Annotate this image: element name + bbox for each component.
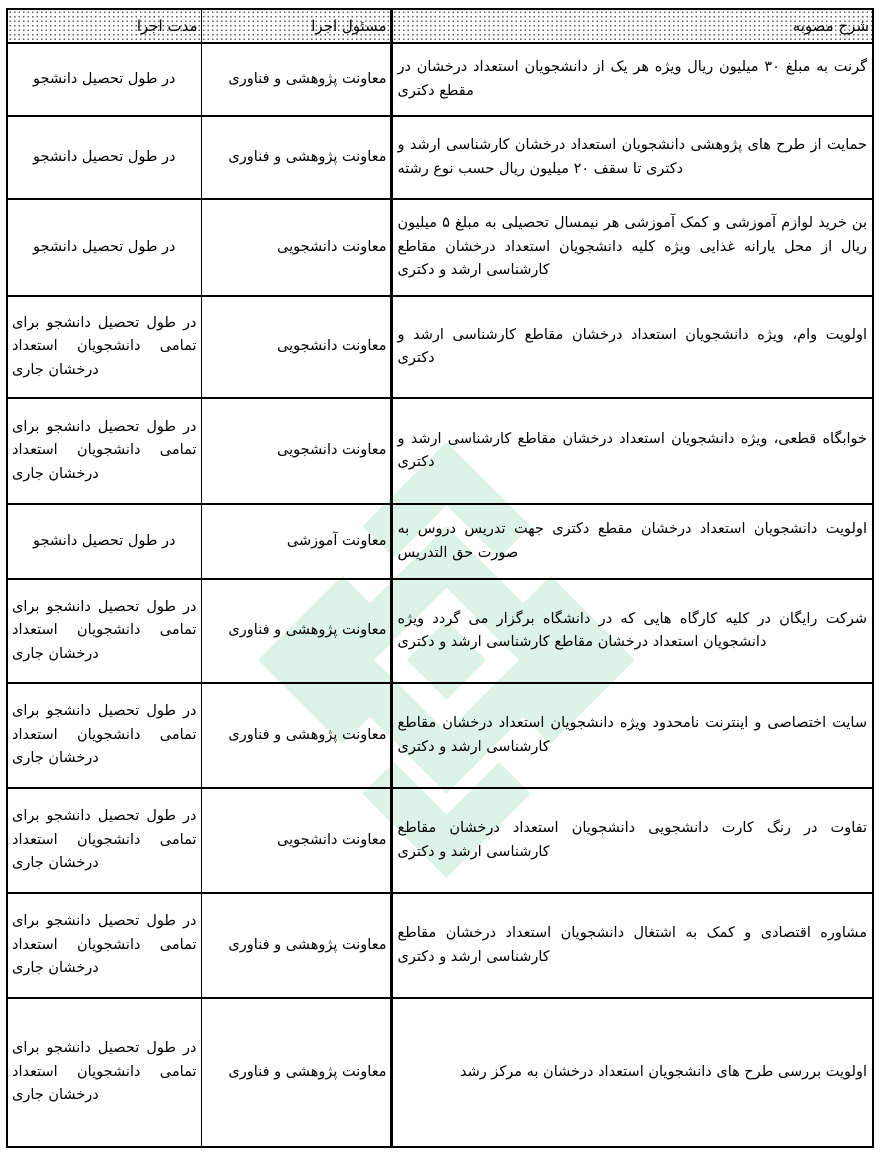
table-row bbox=[7, 296, 873, 398]
cell-executor: معاونت دانشجویی bbox=[201, 398, 391, 504]
table-row bbox=[7, 893, 873, 998]
table-row bbox=[7, 788, 873, 893]
table-row bbox=[7, 504, 873, 579]
cell-duration: در طول تحصیل دانشجو برای تمامی دانشجویان استعداد درخشان جاری bbox=[7, 398, 201, 504]
table-row bbox=[7, 579, 873, 683]
cell-duration: در طول تحصیل دانشجو برای تمامی دانشجویان استعداد درخشان جاری bbox=[7, 683, 201, 788]
cell-executor: معاونت پژوهشی و فناوری bbox=[201, 116, 391, 199]
cell-duration: در طول تحصیل دانشجو برای تمامی دانشجویان استعداد درخشان جاری bbox=[7, 998, 201, 1147]
cell-description: اولویت دانشجویان استعداد درخشان مقطع دکتری جهت تدریس دروس به صورت حق التدریس bbox=[391, 504, 873, 579]
cell-description: تفاوت در رنگ کارت دانشجویی دانشجویان استعداد درخشان مقاطع کارشناسی ارشد و دکتری bbox=[391, 788, 873, 893]
cell-duration: در طول تحصیل دانشجو bbox=[7, 116, 201, 199]
cell-executor: معاونت پژوهشی و فناوری bbox=[201, 893, 391, 998]
table-row bbox=[7, 43, 873, 116]
cell-duration: در طول تحصیل دانشجو برای تمامی دانشجویان استعداد درخشان جاری bbox=[7, 579, 201, 683]
cell-executor: معاونت پژوهشی و فناوری bbox=[201, 998, 391, 1147]
cell-description: مشاوره اقتصادی و کمک به اشتغال دانشجویان استعداد درخشان مقاطع کارشناسی ارشد و دکتری bbox=[391, 893, 873, 998]
cell-executor: معاونت پژوهشی و فناوری bbox=[201, 43, 391, 116]
cell-duration: در طول تحصیل دانشجو برای تمامی دانشجویان استعداد درخشان جاری bbox=[7, 893, 201, 998]
cell-executor: معاونت پژوهشی و فناوری bbox=[201, 683, 391, 788]
cell-description: اولویت وام، ویژه دانشجویان استعداد درخشان مقاطع کارشناسی ارشد و دکتری bbox=[391, 296, 873, 398]
cell-duration: در طول تحصیل دانشجو bbox=[7, 504, 201, 579]
cell-duration: در طول تحصیل دانشجو برای تمامی دانشجویان استعداد درخشان جاری bbox=[7, 296, 201, 398]
cell-duration: در طول تحصیل دانشجو برای تمامی دانشجویان استعداد درخشان جاری bbox=[7, 788, 201, 893]
cell-executor: معاونت پژوهشی و فناوری bbox=[201, 579, 391, 683]
cell-duration: در طول تحصیل دانشجو bbox=[7, 199, 201, 296]
header-row bbox=[7, 9, 873, 43]
header-executor: مسئول اجرا bbox=[201, 9, 391, 43]
header-duration: مدت اجرا bbox=[7, 9, 201, 43]
header-description: شرح مصوبه bbox=[391, 9, 873, 43]
cell-executor: معاونت آموزشی bbox=[201, 504, 391, 579]
cell-description: سایت اختصاصی و اینترنت نامحدود ویژه دانشجویان استعداد درخشان مقاطع کارشناسی ارشد و دکتری bbox=[391, 683, 873, 788]
cell-executor: معاونت دانشجویی bbox=[201, 199, 391, 296]
cell-description: اولویت بررسی طرح های دانشجویان استعداد درخشان به مرکز رشد bbox=[391, 998, 873, 1147]
cell-description: گرنت به مبلغ ۳۰ میلیون ریال ویژه هر یک از دانشجویان استعداد درخشان در مقطع دکتری bbox=[391, 43, 873, 116]
cell-description: بن خرید لوازم آموزشی و کمک آموزشی هر نیمسال تحصیلی به مبلغ ۵ میلیون ریال از محل یارانه غذایی ویژه کلیه دانشجویان استعداد درخشان مقاطع کارشناسی ارشد و دکتری bbox=[391, 199, 873, 296]
table-row bbox=[7, 683, 873, 788]
table-row bbox=[7, 116, 873, 199]
cell-executor: معاونت دانشجویی bbox=[201, 296, 391, 398]
cell-duration: در طول تحصیل دانشجو bbox=[7, 43, 201, 116]
cell-description: شرکت رایگان در کلیه کارگاه هایی که در دانشگاه برگزار می گردد ویژه دانشجویان استعداد درخشان مقاطع کارشناسی ارشد و دکتری bbox=[391, 579, 873, 683]
cell-executor: معاونت دانشجویی bbox=[201, 788, 391, 893]
cell-description: حمایت از طرح های پژوهشی دانشجویان استعداد درخشان کارشناسی ارشد و دکتری تا سقف ۲۰ میلیون ریال حسب نوع رشته bbox=[391, 116, 873, 199]
table-row bbox=[7, 199, 873, 296]
table-row bbox=[7, 998, 873, 1147]
cell-description: خوابگاه قطعی، ویژه دانشجویان استعداد درخشان مقاطع کارشناسی ارشد و دکتری bbox=[391, 398, 873, 504]
table-row bbox=[7, 398, 873, 504]
resolutions-table bbox=[6, 8, 874, 1148]
